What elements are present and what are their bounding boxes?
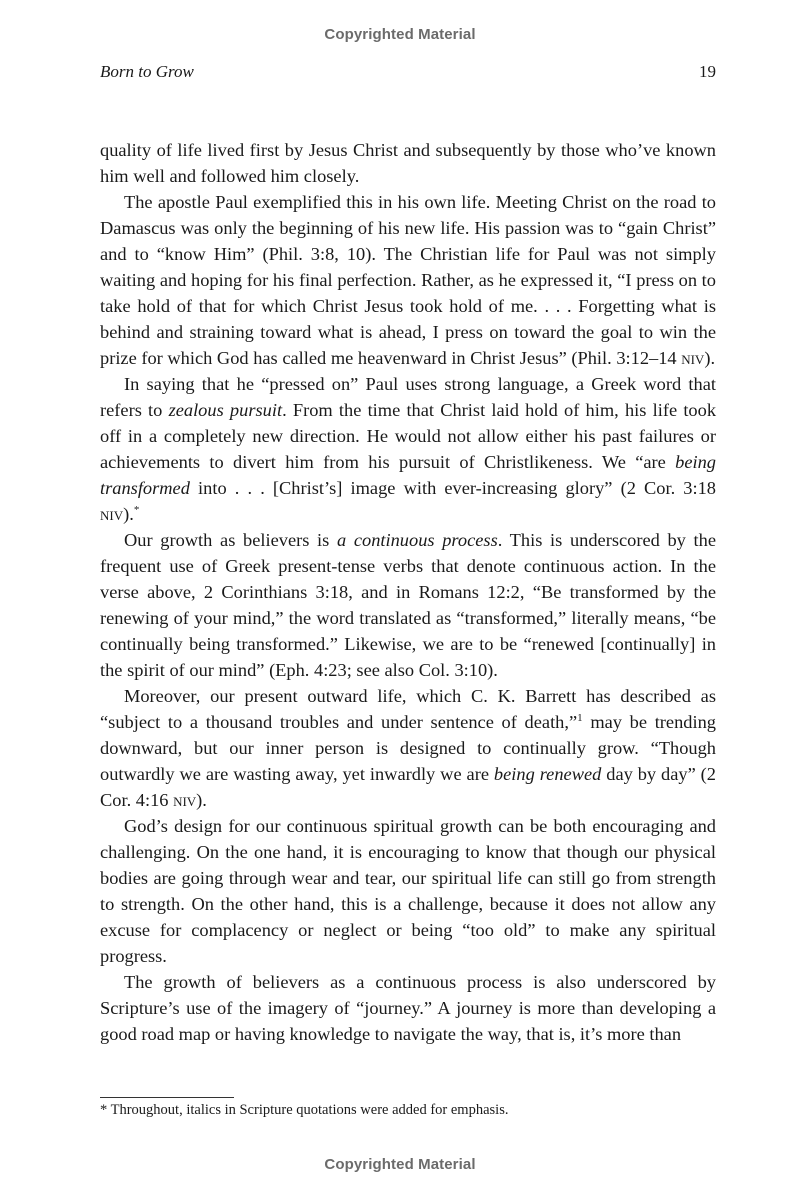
text-run: The growth of believers as a continuous process is also underscored by Scripture’s use of the imagery of “journey.” A journey is more than developing a good road map or having knowledge to navigate the way, that is, it’s more than xyxy=(100,972,716,1044)
paragraph xyxy=(100,969,716,1047)
footnote-marker: * xyxy=(100,1102,108,1118)
italic-emphasis: being transformed xyxy=(100,452,716,498)
text-run: . From the time that Christ laid hold of him, his life took off in a completely new direction. He would not allow either his past failures or achievements to divert him from his pursuit of Christlikeness. We “are xyxy=(100,400,717,472)
text-run: may be trending downward, but our inner person is designed to continually grow. “Though outwardly we are wasting away, yet inwardly we are xyxy=(100,712,716,784)
text-run: ). xyxy=(196,790,207,810)
page-number: 19 xyxy=(699,62,716,81)
running-head xyxy=(100,62,716,86)
italic-emphasis: a continuous process xyxy=(336,530,498,550)
paragraph xyxy=(100,189,716,371)
body-text xyxy=(100,137,716,1047)
text-run: into . . . [Christ’s] image with ever-increasing glory” (2 Cor. 3:18 xyxy=(189,478,716,498)
text-run: ). xyxy=(704,348,716,368)
paragraph xyxy=(100,683,716,813)
copyright-watermark-top: Copyrighted Material xyxy=(324,26,476,43)
italic-emphasis: zealous pursuit xyxy=(168,400,283,420)
text-run: God’s design for our continuous spiritual growth can be both encouraging and challenging. On the one hand, it is encouraging to know that though our physical bodies are going through wear and tear, our spiritual life can still go from strength to strength. On the other hand, this is a challenge, because it does not allow any excuse for complacency or neglect or being “too old” to make any spiritual progress. xyxy=(100,816,716,966)
text-run: In saying that he “pressed on” Paul uses strong language, a Greek word that refers to xyxy=(100,374,716,420)
text-run: day by day” (2 Cor. 4:16 xyxy=(100,764,716,810)
text-run: Moreover, our present outward life, which C. K. Barrett has described as “subject to a thousand troubles and under sentence of death,” xyxy=(100,686,716,732)
copyright-watermark-bottom: Copyrighted Material xyxy=(324,1156,476,1173)
paragraph xyxy=(100,137,716,189)
paragraph xyxy=(100,813,716,969)
italic-emphasis: being renewed xyxy=(493,764,602,784)
running-head-title: Born to Grow xyxy=(100,62,194,81)
translation-abbrev: niv xyxy=(681,348,705,368)
paragraph xyxy=(100,527,716,683)
footnote-text: Throughout, italics in Scripture quotations were added for emphasis. xyxy=(107,1102,509,1118)
paragraph xyxy=(100,371,716,527)
note-reference: 1 xyxy=(577,712,583,724)
text-run: The apostle Paul exemplified this in his own life. Meeting Christ on the road to Damascus was only the beginning of his new life. His passion was to “gain Christ” and to “know Him” (Phil. 3:8, 10). The Christian life for Paul was not simply waiting and hoping for his final perfection. Rather, as he expressed it, “I press on to take hold of that for which Christ Jesus took hold of me. . . . Forgetting what is behind and straining toward what is ahead, I press on toward the goal to win the prize for which God has called me heavenward in Christ Jesus” (Phil. 3:12–14 xyxy=(100,192,716,368)
note-reference: * xyxy=(133,504,140,516)
translation-abbrev: niv xyxy=(100,504,124,524)
text-run: quality of life lived first by Jesus Christ and subsequently by those who’ve known him well and followed him closely. xyxy=(100,140,716,186)
text-run: ). xyxy=(123,504,134,524)
footnote-rule xyxy=(100,1097,234,1098)
footnote xyxy=(100,1102,716,1119)
translation-abbrev: niv xyxy=(173,790,197,810)
text-run: . This is underscored by the frequent use of Greek present-tense verbs that denote continuous action. In the verse above, 2 Corinthians 3:18, and in Romans 12:2, “Be transformed by the renewing of your mind,” the word translated as “transformed,” literally means, “be continually being transformed.” Likewise, we are to be “renewed [continually] in the spirit of our mind” (Eph. 4:23; see also Col. 3:10). xyxy=(100,530,717,680)
text-run: Our growth as believers is xyxy=(124,530,337,550)
